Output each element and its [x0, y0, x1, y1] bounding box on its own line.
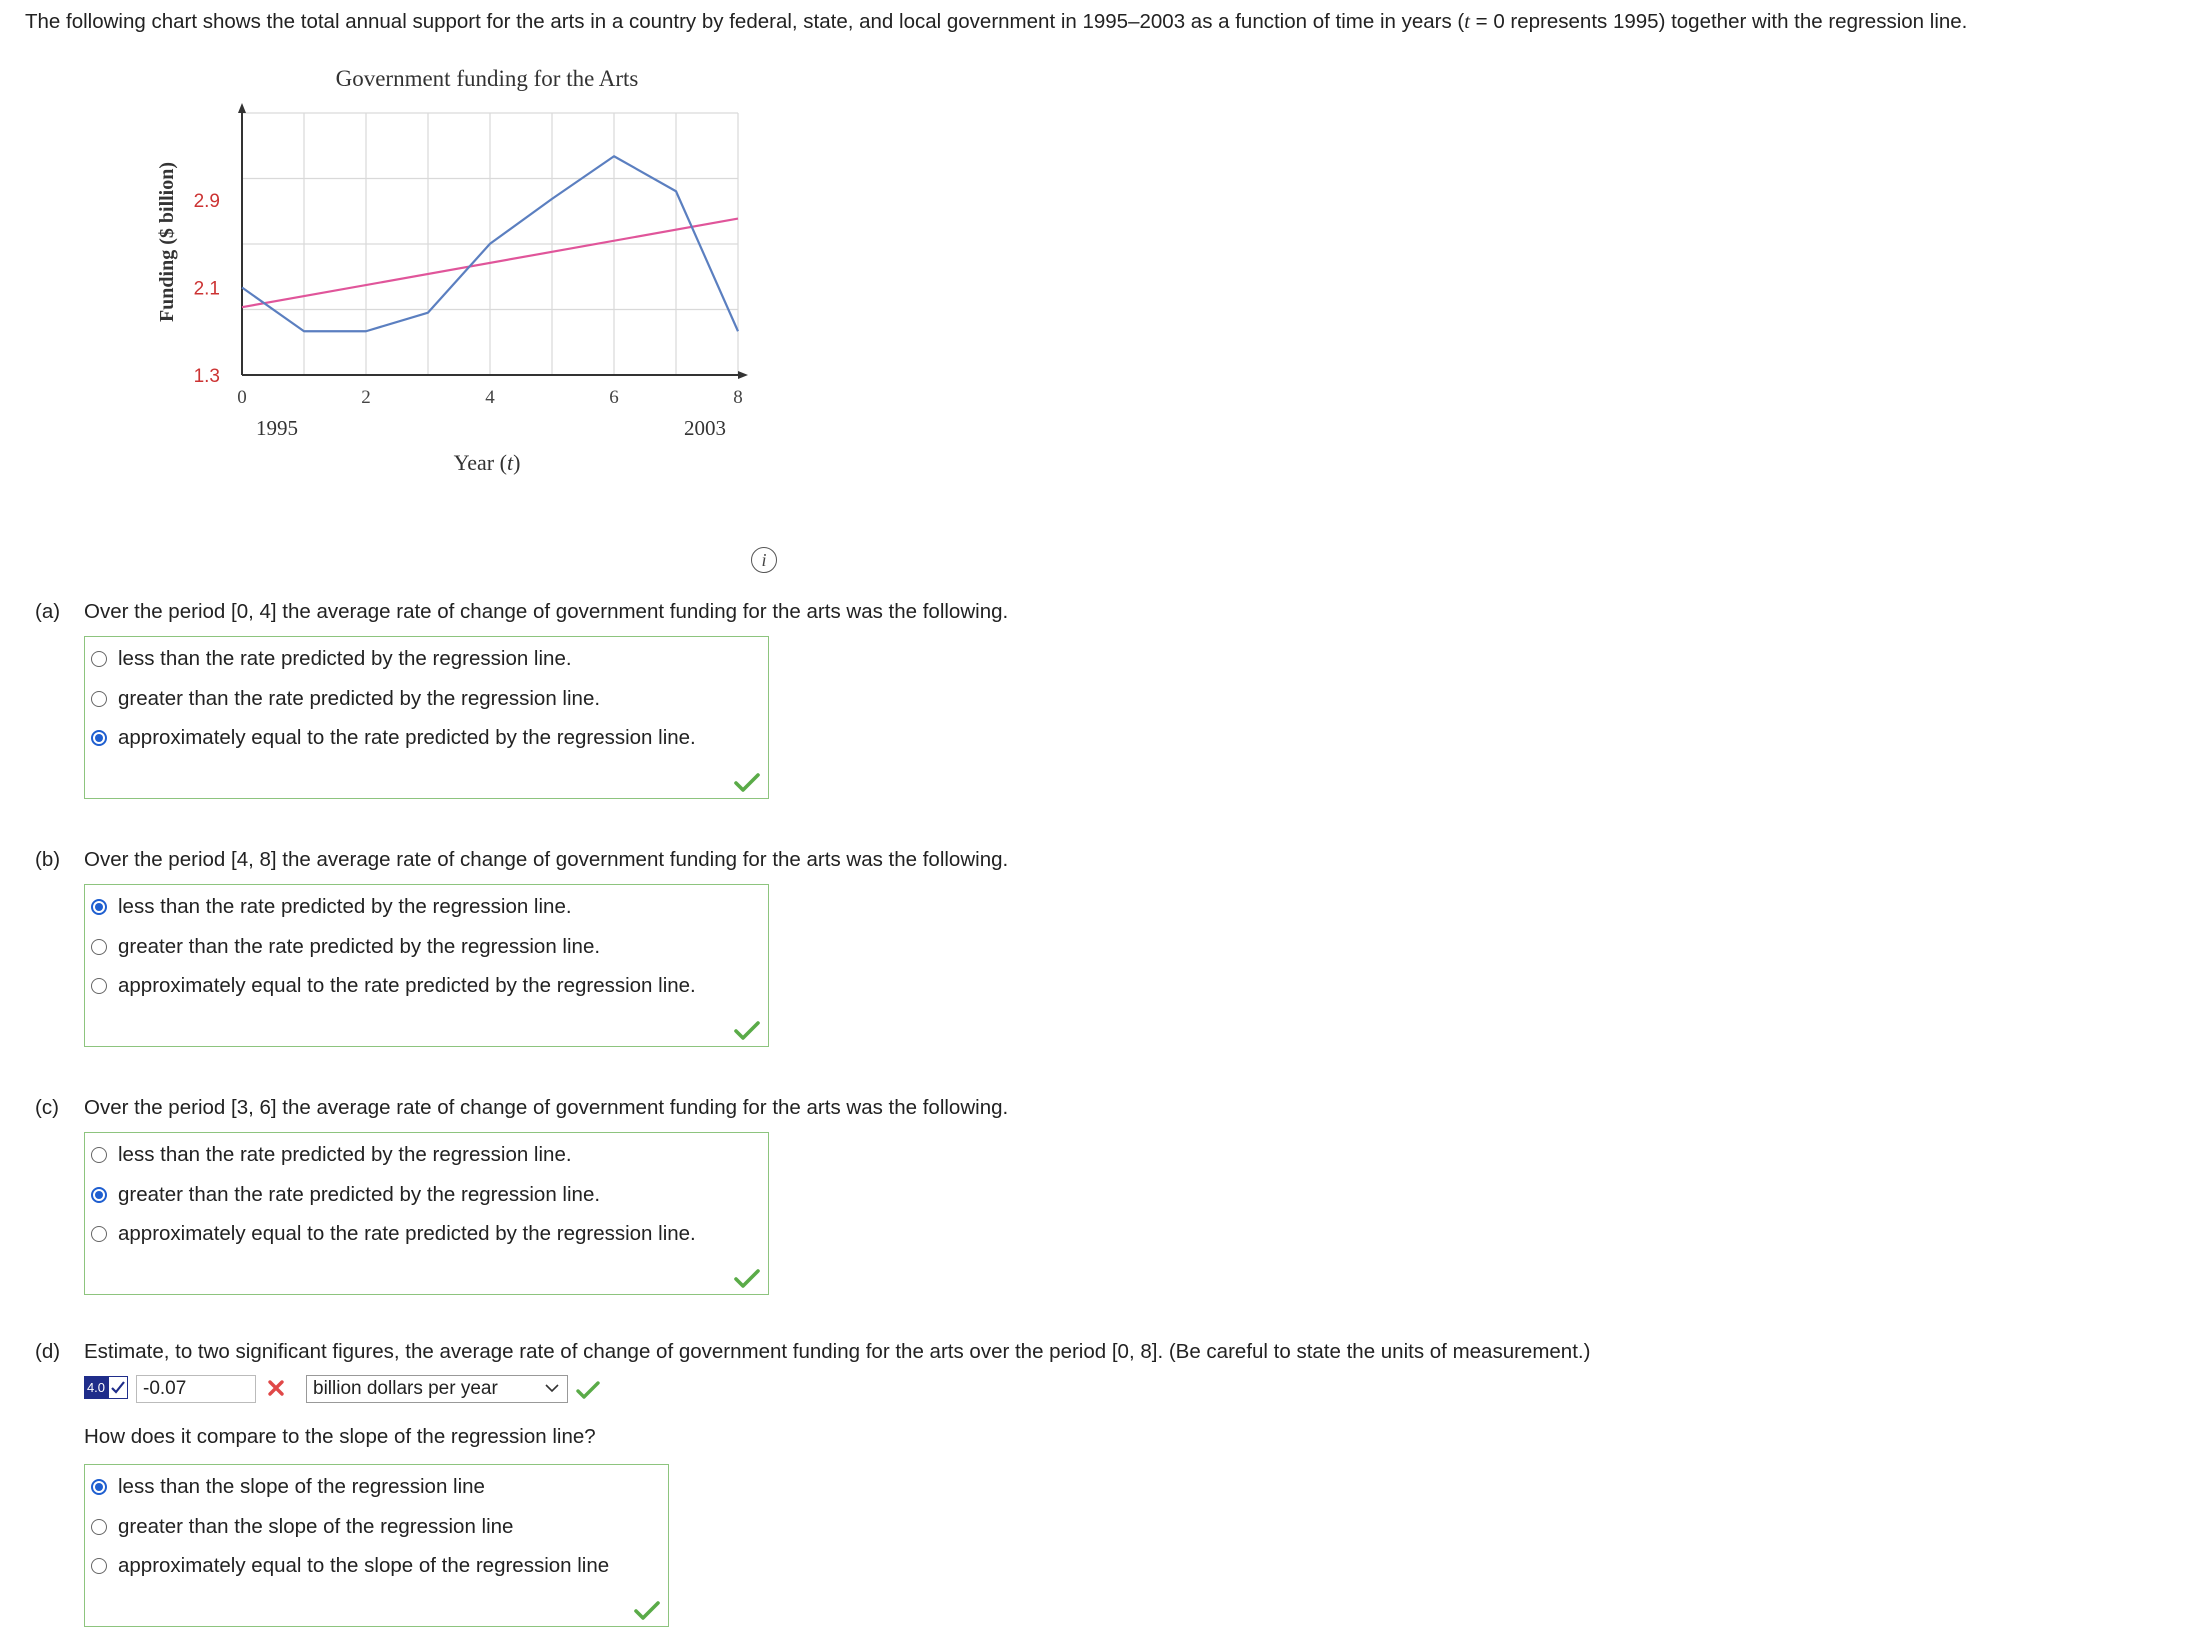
- option-label: less than the rate predicted by the regression line.: [118, 647, 572, 670]
- option-label: less than the slope of the regression line: [118, 1475, 485, 1498]
- question-prompt: Estimate, to two significant figures, the average rate of change of government funding for the arts over the period [0, 8]. (Be careful to state the units of measurement.): [84, 1340, 1591, 1363]
- intro-t-symbol: t: [1464, 11, 1470, 33]
- radio-button[interactable]: [91, 1479, 107, 1495]
- radio-button[interactable]: [91, 651, 107, 667]
- radio-option[interactable]: [91, 1222, 696, 1246]
- radio-option[interactable]: [91, 974, 696, 998]
- badge-check-icon: [108, 1376, 128, 1399]
- answer-options-box: [84, 1464, 669, 1627]
- question-prompt: Over the period [3, 6] the average rate of change of government funding for the arts was the following.: [84, 1096, 1009, 1119]
- question-d: [35, 1340, 1590, 1364]
- units-select[interactable]: [306, 1375, 568, 1403]
- x-year-label: 2003: [684, 416, 726, 440]
- radio-option[interactable]: [91, 1515, 513, 1539]
- radio-option[interactable]: [91, 647, 572, 671]
- radio-option[interactable]: [91, 726, 696, 750]
- option-label: greater than the rate predicted by the regression line.: [118, 686, 601, 710]
- x-tick-label: 8: [733, 387, 743, 408]
- question-letter: (a): [35, 600, 61, 623]
- radio-button[interactable]: [91, 899, 107, 915]
- y-tick-label: 1.3: [193, 366, 220, 387]
- intro-text-before: The following chart shows the total annual support for the arts in a country by federal, state, and local government in 1995–2003 as a function of time in years (: [25, 10, 1465, 33]
- question-b: [35, 848, 1008, 872]
- option-label: approximately equal to the rate predicted by the regression line.: [118, 974, 696, 997]
- radio-button[interactable]: [91, 1187, 107, 1203]
- units-selected-value: billion dollars per year: [313, 1378, 498, 1399]
- x-axis-label: Year (t): [453, 450, 521, 475]
- question-letter: (b): [35, 848, 61, 871]
- intro-text-after: = 0 represents 1995) together with the regression line.: [1469, 10, 1968, 33]
- radio-option[interactable]: [91, 1475, 485, 1499]
- x-tick-label: 0: [237, 387, 247, 408]
- y-tick-label: 2.9: [193, 191, 220, 212]
- x-year-label: 1995: [256, 416, 298, 440]
- correct-check-icon: [634, 1600, 660, 1620]
- radio-option[interactable]: [91, 687, 600, 711]
- option-label: approximately equal to the slope of the regression line: [118, 1554, 610, 1577]
- question-prompt: Over the period [4, 8] the average rate of change of government funding for the arts was the following.: [84, 848, 1009, 871]
- option-label: approximately equal to the rate predicted by the regression line.: [118, 726, 696, 749]
- option-label: greater than the rate predicted by the regression line.: [118, 934, 601, 958]
- chart-title: Government funding for the Arts: [335, 66, 639, 91]
- radio-option[interactable]: [91, 935, 600, 959]
- option-label: greater than the rate predicted by the regression line.: [118, 1182, 601, 1206]
- question-a: [35, 600, 1008, 624]
- radio-button[interactable]: [91, 1147, 107, 1163]
- question-letter: (c): [35, 1096, 59, 1119]
- radio-option[interactable]: [91, 895, 572, 919]
- y-axis-arrow: [238, 103, 246, 113]
- y-axis-label: Funding ($ billion): [156, 161, 178, 323]
- radio-button[interactable]: [91, 1226, 107, 1242]
- score-badge: [84, 1376, 129, 1399]
- correct-check-icon: [734, 772, 760, 792]
- correct-check-icon: [734, 1020, 760, 1040]
- answer-input[interactable]: -0.07: [136, 1375, 256, 1403]
- x-axis-arrow: [738, 371, 748, 379]
- radio-option[interactable]: [91, 1143, 572, 1167]
- info-icon[interactable]: i: [751, 547, 777, 573]
- correct-check-icon: [576, 1381, 600, 1399]
- correct-check-icon: [734, 1268, 760, 1288]
- y-tick-label: 2.1: [193, 278, 220, 300]
- radio-button[interactable]: [91, 1558, 107, 1574]
- radio-button[interactable]: [91, 1519, 107, 1535]
- sub-question-prompt: How does it compare to the slope of the regression line?: [84, 1425, 596, 1448]
- question-c: [35, 1096, 1008, 1120]
- option-label: greater than the slope of the regression line: [118, 1514, 514, 1538]
- x-tick-label: 4: [485, 387, 495, 408]
- chart-ticks: [194, 191, 743, 440]
- radio-button[interactable]: [91, 978, 107, 994]
- question-letter: (d): [35, 1340, 61, 1363]
- radio-option[interactable]: [91, 1554, 609, 1578]
- funding-chart: [0, 0, 2206, 560]
- incorrect-x-icon: [266, 1378, 286, 1398]
- radio-option[interactable]: [91, 1183, 600, 1207]
- radio-button[interactable]: [91, 730, 107, 746]
- x-tick-label: 2: [361, 387, 371, 408]
- question-prompt: Over the period [0, 4] the average rate of change of government funding for the arts was the following.: [84, 600, 1009, 623]
- score-value: 4.0: [84, 1376, 108, 1399]
- option-label: less than the rate predicted by the regression line.: [118, 1143, 572, 1166]
- radio-button[interactable]: [91, 939, 107, 955]
- option-label: approximately equal to the rate predicted by the regression line.: [118, 1222, 696, 1245]
- answer-options-box: [84, 1132, 769, 1295]
- answer-options-box: [84, 884, 769, 1047]
- chevron-down-icon: [545, 1384, 559, 1393]
- answer-options-box: [84, 636, 769, 799]
- option-label: less than the rate predicted by the regression line.: [118, 895, 572, 918]
- radio-button[interactable]: [91, 691, 107, 707]
- x-tick-label: 6: [609, 387, 619, 408]
